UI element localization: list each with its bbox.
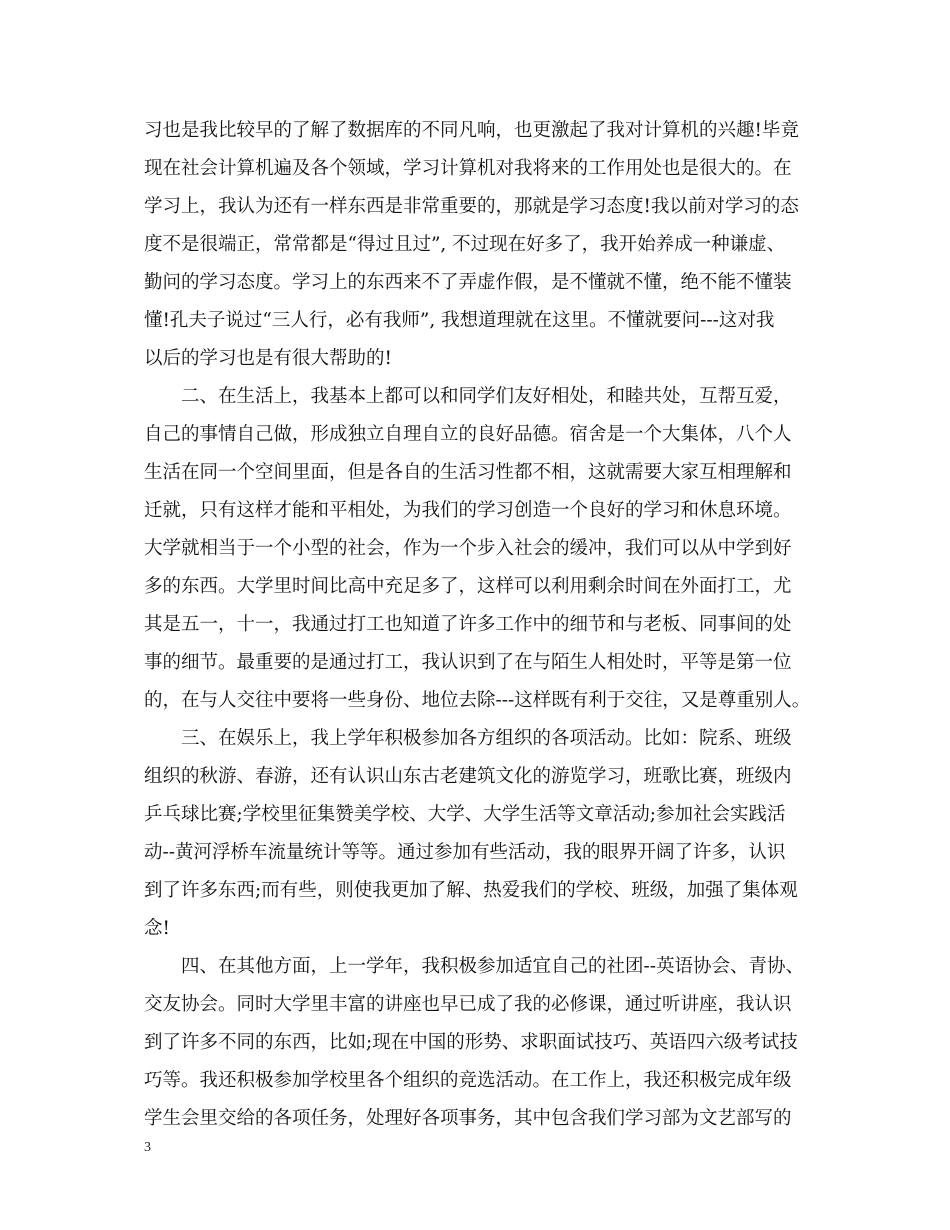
text-line: 交友协会。同时大学里丰富的讲座也早已成了我的必修课，通过听讲座，我认识 bbox=[144, 994, 792, 1015]
paragraph bbox=[144, 378, 814, 720]
text-line: 乒乓球比赛;学校里征集赞美学校、大学、大学生活等文章活动;参加社会实践活 bbox=[144, 804, 786, 825]
text-line: 以后的学习也是有很大帮助的! bbox=[144, 348, 392, 369]
text-line: 自己的事情自己做，形成独立自理自立的良好品德。宿舍是一个大集体，八个人 bbox=[144, 424, 792, 445]
text-line: 念! bbox=[144, 918, 170, 939]
text-line: 迁就，只有这样才能和平相处，为我们的学习创造一个良好的学习和休息环境。 bbox=[144, 500, 792, 521]
text-line: 其是五一，十一，我通过打工也知道了许多工作中的细节和与老板、同事间的处 bbox=[144, 614, 792, 635]
text-line: 巧等。我还积极参加学校里各个组织的竞选活动。在工作上，我还积极完成年级 bbox=[144, 1070, 792, 1091]
text-line: 学生会里交给的各项任务，处理好各项事务，其中包含我们学习部为文艺部写的 bbox=[144, 1108, 792, 1129]
text-line: 度不是很端正，常常都是“得过且过”, 不过现在好多了，我开始养成一种谦虚、 bbox=[144, 234, 786, 255]
paragraph bbox=[144, 112, 814, 378]
text-line: 事的细节。最重要的是通过打工，我认识到了在与陌生人相处时，平等是第一位 bbox=[144, 652, 792, 673]
text-line: 多的东西。大学里时间比高中充足多了，这样可以利用剩余时间在外面打工，尤 bbox=[144, 576, 792, 597]
text-line: 组织的秋游、春游，还有认识山东古老建筑文化的游览学习，班歌比赛，班级内 bbox=[144, 766, 792, 787]
text-line: 懂!孔夫子说过“三人行，必有我师”, 我想道理就在这里。不懂就要问---这对我 bbox=[144, 310, 775, 331]
text-line: 到了许多不同的东西，比如;现在中国的形势、求职面试技巧、英语四六级考试技 bbox=[144, 1032, 798, 1053]
text-line: 习也是我比较早的了解了数据库的不同凡响，也更激起了我对计算机的兴趣!毕竟 bbox=[144, 120, 799, 141]
text-line: 到了许多东西;而有些，则使我更加了解、热爱我们的学校、班级，加强了集体观 bbox=[144, 880, 798, 901]
text-line: 生活在同一个空间里面，但是各自的生活习性都不相，这就需要大家互相理解和 bbox=[144, 462, 792, 483]
document-body bbox=[144, 112, 814, 1138]
paragraph bbox=[144, 948, 814, 1138]
text-line: 现在社会计算机遍及各个领域，学习计算机对我将来的工作用处也是很大的。在 bbox=[144, 158, 792, 179]
text-line: 的，在与人交往中要将一些身份、地位去除---这样既有利于交往，又是尊重别人。 bbox=[144, 690, 811, 711]
text-line: 二、在生活上，我基本上都可以和同学们友好相处，和睦共处，互帮互爱， bbox=[181, 386, 792, 407]
text-line: 四、在其他方面，上一学年，我积极参加适宜自己的社团--英语协会、青协、 bbox=[181, 956, 805, 977]
text-line: 大学就相当于一个小型的社会，作为一个步入社会的缓冲，我们可以从中学到好 bbox=[144, 538, 792, 559]
text-line: 动--黄河浮桥车流量统计等等。通过参加有些活动，我的眼界开阔了许多，认识 bbox=[144, 842, 786, 863]
text-line: 学习上，我认为还有一样东西是非常重要的，那就是学习态度!我以前对学习的态 bbox=[144, 196, 799, 217]
text-line: 勤问的学习态度。学习上的东西来不了弄虚作假，是不懂就不懂，绝不能不懂装 bbox=[144, 272, 792, 293]
page-number: 3 bbox=[144, 1140, 151, 1155]
paragraph bbox=[144, 720, 814, 948]
text-line: 三、在娱乐上，我上学年积极参加各方组织的各项活动。比如：院系、班级 bbox=[181, 728, 792, 749]
